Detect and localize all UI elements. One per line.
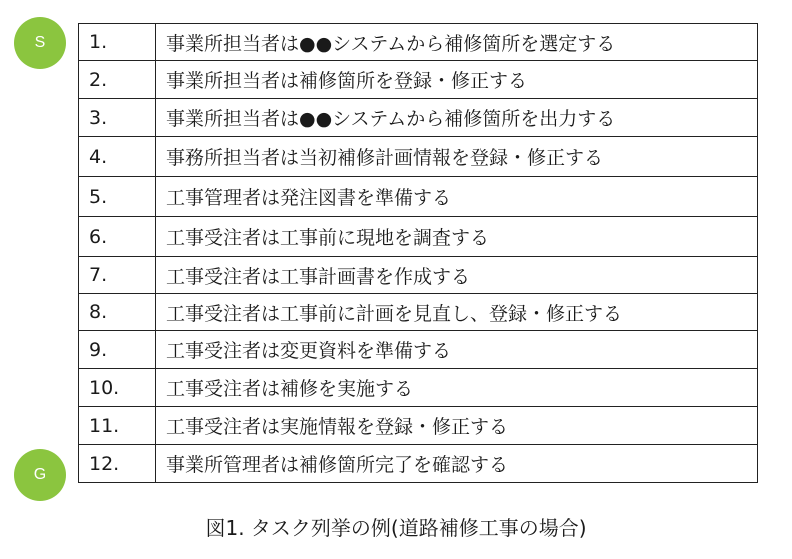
task-number: 5.: [79, 177, 156, 217]
goal-marker: G: [14, 449, 66, 501]
task-number: 6.: [79, 217, 156, 257]
table-row: [79, 445, 758, 483]
table-row: [79, 61, 758, 99]
table-row: [79, 217, 758, 257]
task-number: 1.: [79, 24, 156, 61]
task-number: 4.: [79, 137, 156, 177]
figure-caption: 図1. タスク列挙の例(道路補修工事の場合): [205, 516, 587, 540]
task-description: 事務所担当者は当初補修計画情報を登録・修正する: [156, 137, 758, 177]
table-row: [79, 407, 758, 445]
task-description: 工事受注者は工事前に現地を調査する: [156, 217, 758, 257]
task-number: 7.: [79, 257, 156, 294]
task-description: 工事受注者は工事計画書を作成する: [156, 257, 758, 294]
table-row: [79, 294, 758, 331]
table-row: [79, 137, 758, 177]
task-number: 12.: [79, 445, 156, 483]
table-row: [79, 99, 758, 137]
task-description: 事業所担当者は補修箇所を登録・修正する: [156, 61, 758, 99]
table-row: [79, 369, 758, 407]
task-description: 工事受注者は補修を実施する: [156, 369, 758, 407]
task-number: 3.: [79, 99, 156, 137]
task-description: 事業所担当者は●●システムから補修箇所を出力する: [156, 99, 758, 137]
task-list-table: [78, 23, 758, 483]
table-row: [79, 177, 758, 217]
task-description: 工事管理者は発注図書を準備する: [156, 177, 758, 217]
task-description: 事業所担当者は●●システムから補修箇所を選定する: [156, 24, 758, 61]
task-description: 工事受注者は変更資料を準備する: [156, 331, 758, 369]
task-number: 2.: [79, 61, 156, 99]
start-marker: S: [14, 17, 66, 69]
task-number: 9.: [79, 331, 156, 369]
task-number: 8.: [79, 294, 156, 331]
task-number: 10.: [79, 369, 156, 407]
task-number: 11.: [79, 407, 156, 445]
table-row: [79, 257, 758, 294]
task-description: 工事受注者は工事前に計画を見直し、登録・修正する: [156, 294, 758, 331]
task-description: 事業所管理者は補修箇所完了を確認する: [156, 445, 758, 483]
table-row: [79, 24, 758, 61]
table-row: [79, 331, 758, 369]
task-description: 工事受注者は実施情報を登録・修正する: [156, 407, 758, 445]
